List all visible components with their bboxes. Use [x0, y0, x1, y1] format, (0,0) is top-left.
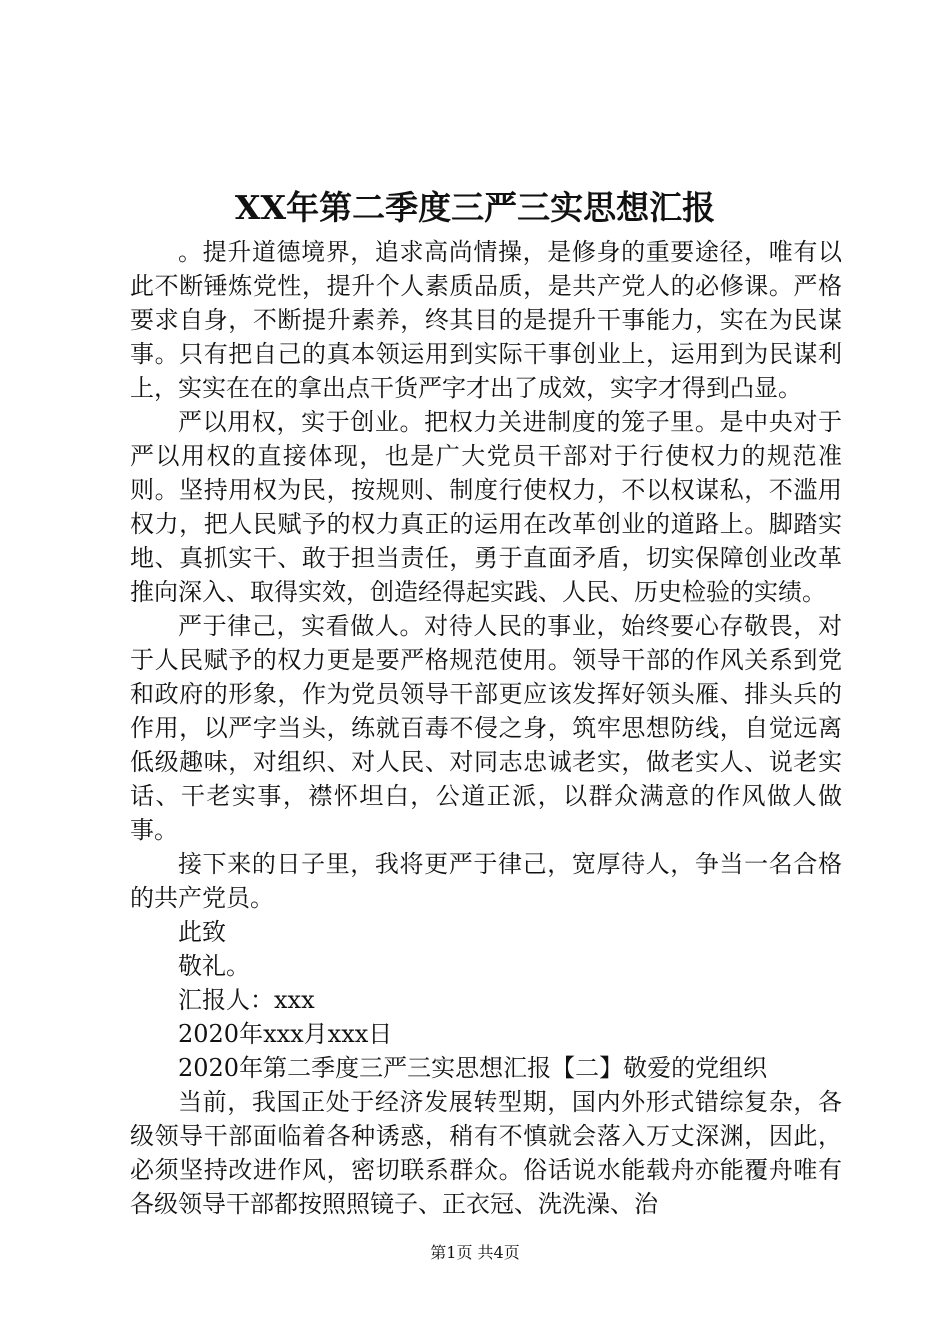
- document-title: XX年第二季度三严三实思想汇报: [234, 188, 716, 227]
- paragraph-1: 。提升道德境界，追求高尚情操，是修身的重要途径，唯有以此不断锤炼党性，提升个人素质品质，是共产党人的必修课。严格要求自身，不断提升素养，终其目的是提升干事能力，实在为民谋事。只有把自己的真本领运用到实际干事创业上，运用到为民谋利上，实实在在的拿出点干货严字才出了成效，实字才得到凸显。: [130, 238, 842, 402]
- paragraph-4: 接下来的日子里，我将更严于律己，宽厚待人，争当一名合格的共产党员。: [130, 850, 842, 912]
- page-number-footer: 第1页 共4页: [430, 1243, 520, 1262]
- closing-salute: 此致: [178, 918, 226, 946]
- paragraph-2: 严以用权，实于创业。把权力关进制度的笼子里。是中央对于严以用权的直接体现，也是广大党员干部对于行使权力的规范准则。坚持用权为民，按规则、制度行使权力，不以权谋私，不滥用权力，把人民赋予的权力真正的运用在改革创业的道路上。脚踏实地、真抓实干、敢于担当责任，勇于直面矛盾，切实保障创业改革推向深入、取得实效，创造经得起实践、人民、历史检验的实绩。: [130, 408, 842, 606]
- second-report-heading: 2020年第二季度三严三实思想汇报【二】敬爱的党组织: [178, 1054, 768, 1082]
- date-line: 2020年xxx月xxx日: [178, 1020, 393, 1048]
- document-body: [130, 235, 842, 1221]
- paragraph-3: 严于律己，实看做人。对待人民的事业，始终要心存敬畏，对于人民赋予的权力更是要严格规范使用。领导干部的作风关系到党和政府的形象，作为党员领导干部更应该发挥好领头雁、排头兵的作用，以严字当头，练就百毒不侵之身，筑牢思想防线，自觉远离低级趣味，对组织、对人民、对同志忠诚老实，做老实人、说老实话、干老实事，襟怀坦白，公道正派，以群众满意的作风做人做事。: [130, 612, 842, 844]
- closing-respect: 敬礼。: [178, 952, 250, 980]
- second-report-paragraph: 当前，我国正处于经济发展转型期，国内外形式错综复杂，各级领导干部面临着各种诱惑，稍有不慎就会落入万丈深渊，因此，必须坚持改进作风，密切联系群众。俗话说水能载舟亦能覆舟唯有各级领导干部都按照照镜子、正衣冠、洗洗澡、治: [130, 1088, 842, 1218]
- reporter-line: 汇报人：xxx: [178, 986, 315, 1014]
